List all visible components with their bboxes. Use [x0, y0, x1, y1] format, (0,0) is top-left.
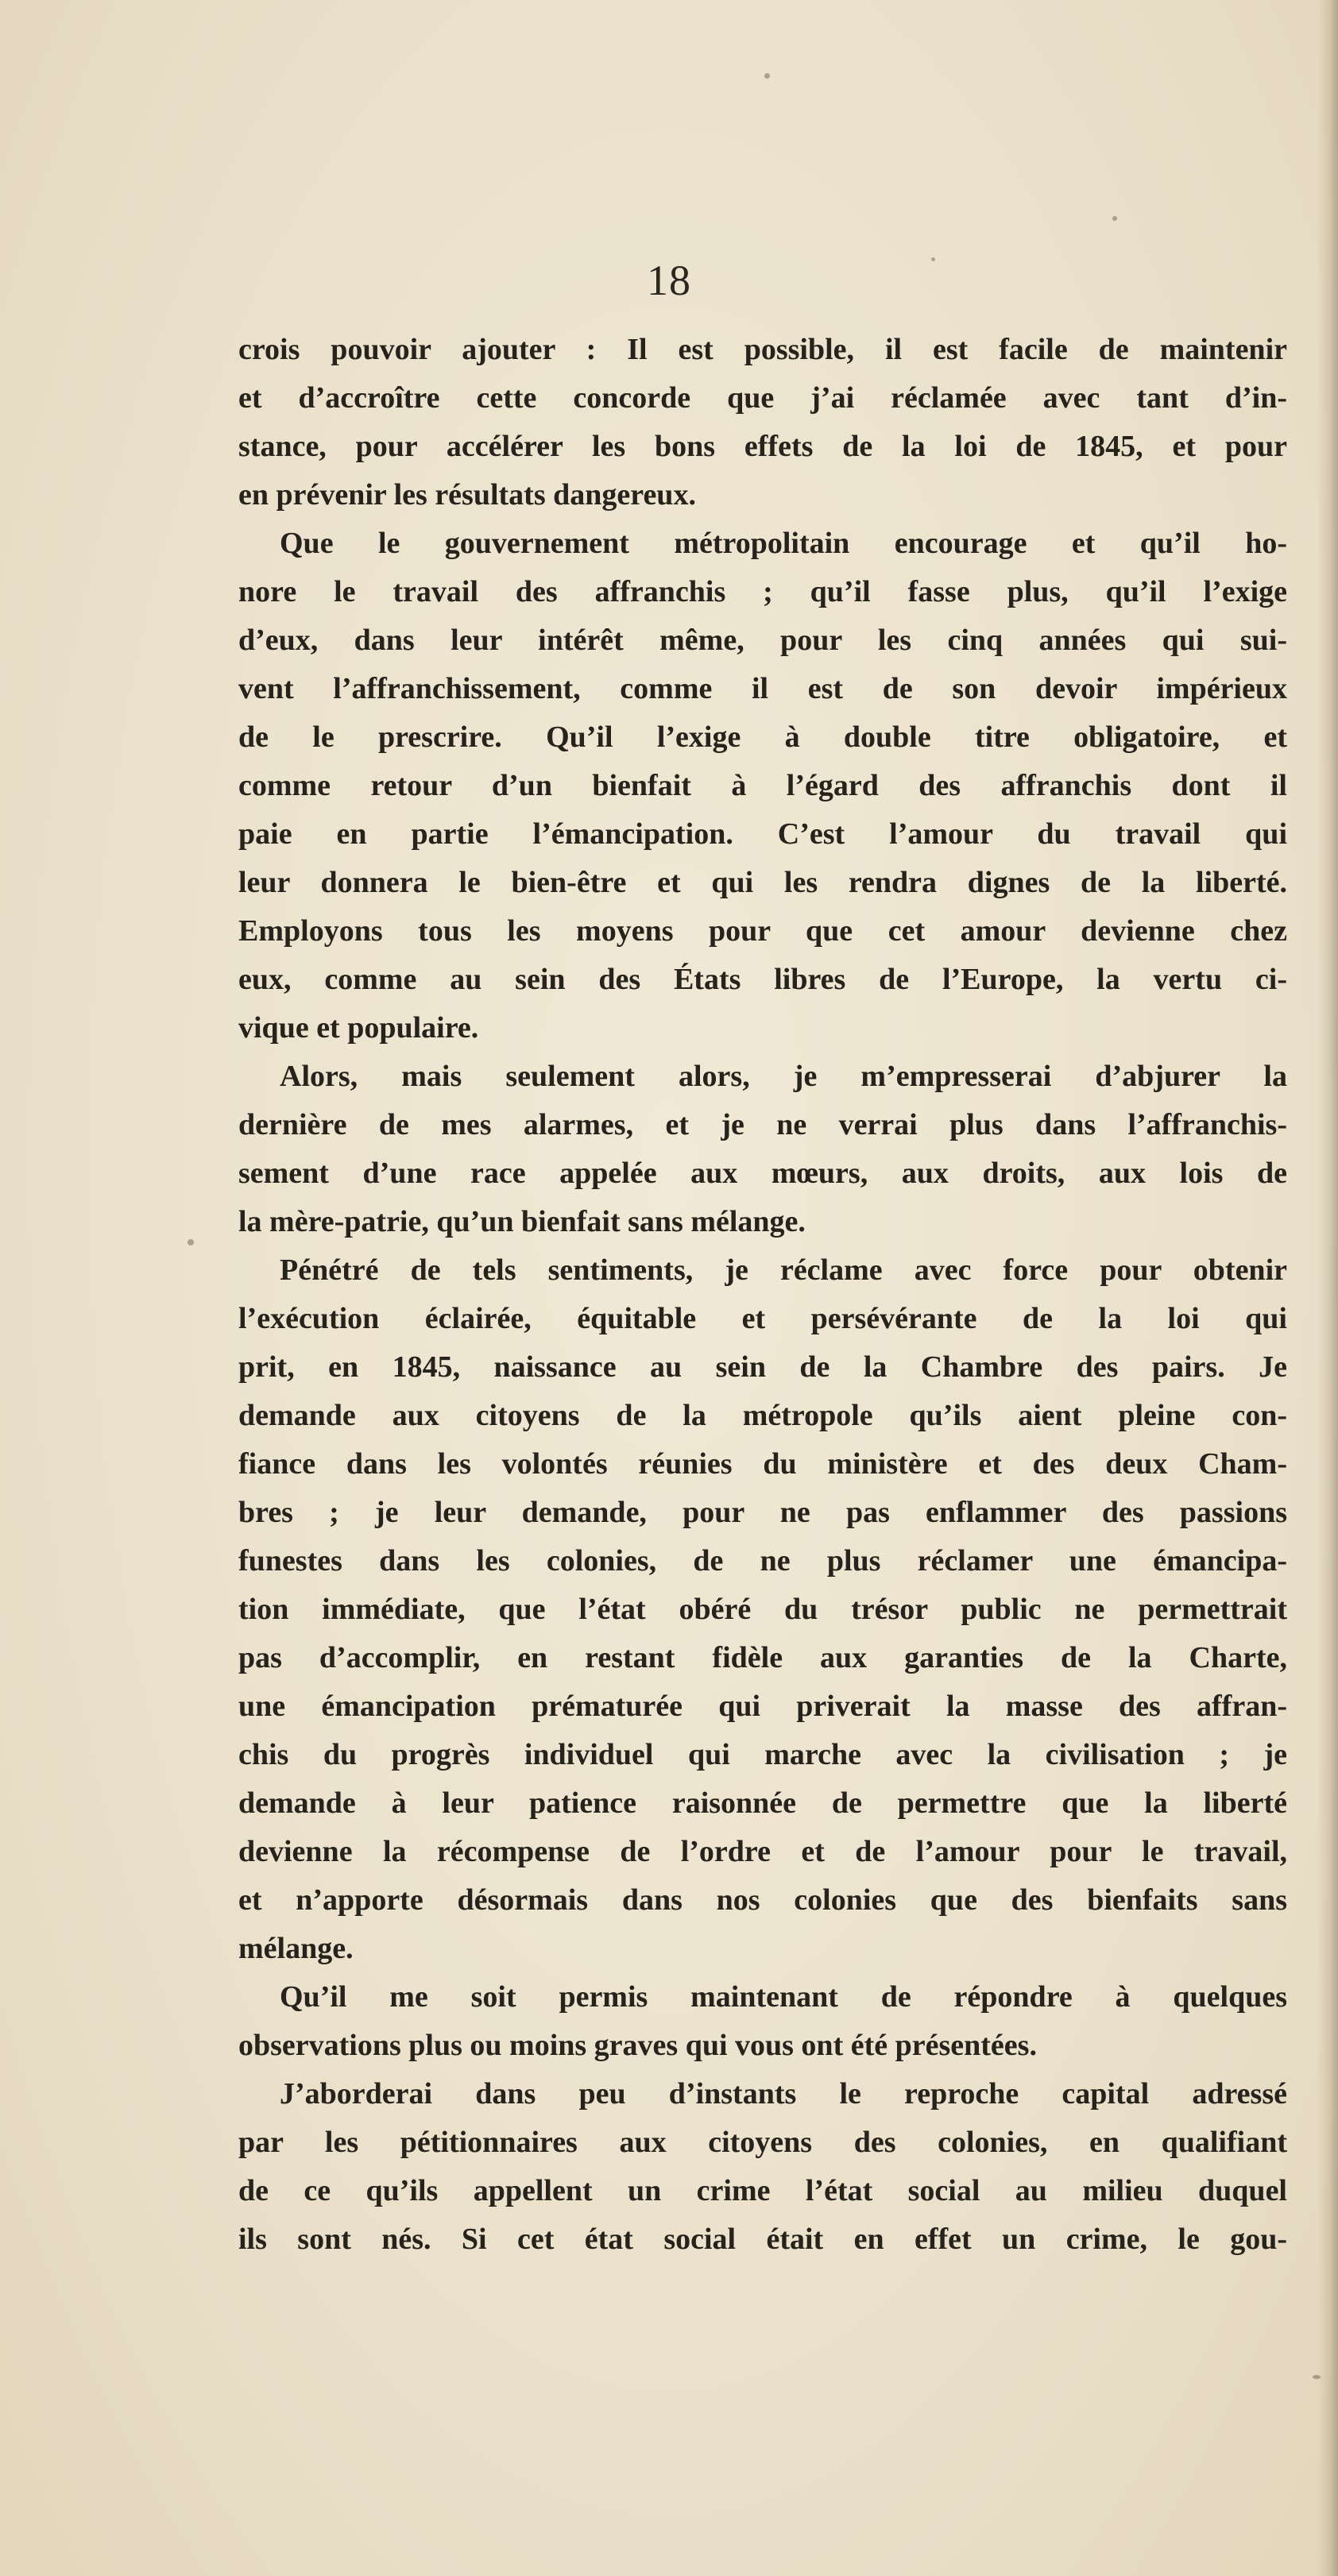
text-line: demande à leur patience raisonnée de permettre que la liberté — [238, 1786, 1287, 1820]
text-line: stance, pour accélérer les bons effets de la loi de 1845, et pour — [238, 430, 1287, 463]
paragraph — [238, 1973, 1287, 2070]
text-line: la mère-patrie, qu’un bienfait sans mélange. — [238, 1205, 806, 1238]
paragraph — [238, 1246, 1287, 1973]
paper-speck — [764, 73, 770, 79]
text-line: mélange. — [238, 1932, 354, 1965]
text-line: Alors, mais seulement alors, je m’empresserai d’abjurer la — [280, 1060, 1287, 1093]
text-line: et d’accroître cette concorde que j’ai réclamée avec tant d’in- — [238, 381, 1287, 415]
text-line: en prévenir les résultats dangereux. — [238, 478, 696, 512]
text-line: fiance dans les volontés réunies du ministère et des deux Cham- — [238, 1447, 1287, 1481]
text-line: de le prescrire. Qu’il l’exige à double titre obligatoire, et — [238, 720, 1287, 754]
page-edge-shadow — [1317, 0, 1338, 2576]
text-line: demande aux citoyens de la métropole qu’ils aient pleine con- — [238, 1399, 1287, 1432]
text-line: pas d’accomplir, en restant fidèle aux garanties de la Charte, — [238, 1641, 1287, 1674]
paper-speck — [1112, 216, 1117, 221]
text-line: et n’apporte désormais dans nos colonies que des bienfaits sans — [238, 1883, 1287, 1917]
text-line: vent l’affranchissement, comme il est de son devoir impérieux — [238, 672, 1287, 705]
paper-speck — [188, 1239, 194, 1246]
paragraph — [238, 326, 1287, 519]
text-line: de ce qu’ils appellent un crime l’état social au milieu duquel — [238, 2174, 1287, 2207]
text-line: dernière de mes alarmes, et je ne verrai plus dans l’affranchis- — [238, 1108, 1287, 1141]
text-line: Qu’il me soit permis maintenant de répondre à quelques — [280, 1980, 1287, 2014]
page-number: 18 — [647, 257, 691, 304]
text-line: l’exécution éclairée, équitable et persévérante de la loi qui — [238, 1302, 1287, 1335]
text-line: chis du progrès individuel qui marche avec la civilisation ; je — [238, 1738, 1287, 1771]
text-line: crois pouvoir ajouter : Il est possible, il est facile de maintenir — [238, 333, 1287, 366]
text-line: prit, en 1845, naissance au sein de la Chambre des pairs. Je — [238, 1350, 1287, 1384]
paper-speck — [1313, 2375, 1321, 2379]
body-text — [238, 326, 1287, 2264]
text-line: funestes dans les colonies, de ne plus réclamer une émancipa- — [238, 1544, 1287, 1578]
text-line: sement d’une race appelée aux mœurs, aux droits, aux lois de — [238, 1157, 1287, 1190]
text-line: observations plus ou moins graves qui vous ont été présentées. — [238, 2029, 1037, 2062]
text-line: par les pétitionnaires aux citoyens des colonies, en qualifiant — [238, 2126, 1287, 2159]
text-line: tion immédiate, que l’état obéré du trésor public ne permettrait — [238, 1593, 1287, 1626]
text-line: nore le travail des affranchis ; qu’il fasse plus, qu’il l’exige — [238, 575, 1287, 608]
text-line: d’eux, dans leur intérêt même, pour les cinq années qui sui- — [238, 624, 1287, 657]
paragraph — [238, 519, 1287, 1052]
text-line: bres ; je leur demande, pour ne pas enflammer des passions — [238, 1496, 1287, 1529]
text-line: comme retour d’un bienfait à l’égard des affranchis dont il — [238, 769, 1287, 802]
text-line: une émancipation prématurée qui priverait la masse des affran- — [238, 1690, 1287, 1723]
text-line: paie en partie l’émancipation. C’est l’amour du travail qui — [238, 817, 1287, 851]
text-line: ils sont nés. Si cet état social était en effet un crime, le gou- — [238, 2223, 1287, 2256]
text-line: J’aborderai dans peu d’instants le reproche capital adressé — [280, 2077, 1287, 2111]
text-line: Employons tous les moyens pour que cet amour devienne chez — [238, 914, 1287, 948]
text-line: eux, comme au sein des États libres de l’Europe, la vertu ci- — [238, 963, 1287, 996]
text-line: vique et populaire. — [238, 1011, 479, 1045]
paragraph — [238, 2070, 1287, 2264]
paragraph — [238, 1052, 1287, 1246]
text-line: Que le gouvernement métropolitain encourage et qu’il ho- — [280, 527, 1287, 560]
text-line: devienne la récompense de l’ordre et de l’amour pour le travail, — [238, 1835, 1287, 1868]
text-line: leur donnera le bien-être et qui les rendra dignes de la liberté. — [238, 866, 1287, 899]
text-line: Pénétré de tels sentiments, je réclame avec force pour obtenir — [280, 1253, 1287, 1287]
